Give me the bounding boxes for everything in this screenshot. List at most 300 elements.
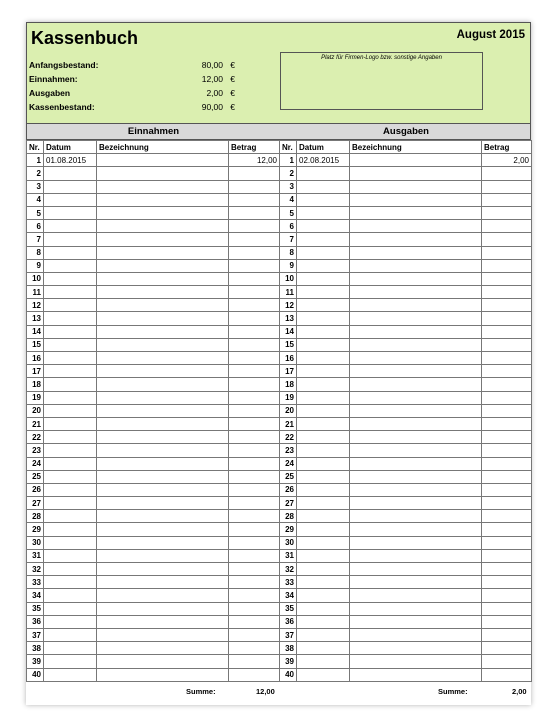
row-number-cell: 22: [280, 431, 297, 444]
summary-row-opening-balance: [29, 60, 239, 73]
date-cell[interactable]: [44, 470, 97, 483]
amount-cell[interactable]: [229, 299, 280, 312]
row-number-cell: 3: [280, 180, 297, 193]
description-cell[interactable]: [350, 549, 482, 562]
description-cell[interactable]: [350, 338, 482, 351]
description-cell[interactable]: [97, 549, 229, 562]
income-row: [27, 523, 280, 536]
date-cell[interactable]: [44, 206, 97, 219]
description-cell[interactable]: [97, 259, 229, 272]
description-cell[interactable]: [97, 576, 229, 589]
date-cell[interactable]: [297, 352, 350, 365]
date-cell[interactable]: [297, 180, 350, 193]
description-cell[interactable]: [97, 602, 229, 615]
amount-cell[interactable]: [482, 431, 532, 444]
date-cell[interactable]: [297, 510, 350, 523]
amount-cell[interactable]: [482, 404, 532, 417]
amount-cell[interactable]: [229, 417, 280, 430]
date-cell[interactable]: [44, 220, 97, 233]
row-number-cell: 12: [280, 299, 297, 312]
income-row: [27, 576, 280, 589]
description-cell[interactable]: [350, 404, 482, 417]
amount-cell[interactable]: [482, 523, 532, 536]
date-cell[interactable]: [44, 655, 97, 668]
income-row: [27, 338, 280, 351]
date-cell[interactable]: [297, 259, 350, 272]
date-cell[interactable]: [297, 206, 350, 219]
expense-row: [280, 246, 532, 259]
row-number-cell: 8: [27, 246, 44, 259]
amount-cell[interactable]: [229, 444, 280, 457]
date-cell[interactable]: [297, 628, 350, 641]
description-cell[interactable]: [350, 497, 482, 510]
amount-cell[interactable]: [229, 378, 280, 391]
amount-cell[interactable]: [482, 193, 532, 206]
amount-cell[interactable]: [229, 167, 280, 180]
row-number-cell: 2: [280, 167, 297, 180]
description-cell[interactable]: [97, 497, 229, 510]
amount-cell[interactable]: [229, 457, 280, 470]
description-cell[interactable]: [97, 325, 229, 338]
amount-cell[interactable]: [482, 668, 532, 681]
description-cell[interactable]: [350, 180, 482, 193]
date-cell[interactable]: [44, 272, 97, 285]
amount-cell[interactable]: [482, 365, 532, 378]
amount-cell[interactable]: [229, 365, 280, 378]
date-cell[interactable]: [44, 365, 97, 378]
description-cell[interactable]: [350, 523, 482, 536]
expense-row: [280, 589, 532, 602]
date-cell[interactable]: [297, 325, 350, 338]
description-cell[interactable]: [97, 154, 229, 167]
description-cell[interactable]: [97, 404, 229, 417]
date-cell[interactable]: [44, 180, 97, 193]
amount-cell[interactable]: [229, 576, 280, 589]
column-header-description: Bezeichnung: [97, 141, 229, 154]
row-number-cell: 11: [280, 286, 297, 299]
amount-cell[interactable]: [229, 589, 280, 602]
row-number-cell: 35: [27, 602, 44, 615]
description-cell[interactable]: [97, 628, 229, 641]
date-cell[interactable]: [297, 378, 350, 391]
amount-cell[interactable]: [482, 167, 532, 180]
date-cell[interactable]: [297, 193, 350, 206]
description-cell[interactable]: [350, 246, 482, 259]
date-cell[interactable]: [44, 589, 97, 602]
expense-row: [280, 642, 532, 655]
amount-cell[interactable]: [229, 668, 280, 681]
description-cell[interactable]: [97, 470, 229, 483]
row-number-cell: 39: [27, 655, 44, 668]
description-cell[interactable]: [97, 299, 229, 312]
date-cell[interactable]: [44, 602, 97, 615]
description-cell[interactable]: [350, 642, 482, 655]
income-sum-label: Summe:: [186, 687, 216, 696]
date-cell[interactable]: [297, 365, 350, 378]
description-cell[interactable]: [350, 628, 482, 641]
amount-cell[interactable]: [482, 536, 532, 549]
date-cell[interactable]: [44, 233, 97, 246]
expense-row: [280, 510, 532, 523]
amount-cell[interactable]: [482, 352, 532, 365]
description-cell[interactable]: [97, 615, 229, 628]
description-cell[interactable]: [350, 470, 482, 483]
amount-cell[interactable]: [482, 642, 532, 655]
date-cell[interactable]: [297, 536, 350, 549]
date-cell[interactable]: [44, 246, 97, 259]
row-number-cell: 29: [27, 523, 44, 536]
description-cell[interactable]: [97, 312, 229, 325]
income-row: [27, 246, 280, 259]
income-row: [27, 589, 280, 602]
description-cell[interactable]: [350, 352, 482, 365]
description-cell[interactable]: [97, 193, 229, 206]
row-number-cell: 20: [27, 404, 44, 417]
date-cell[interactable]: [44, 668, 97, 681]
amount-cell[interactable]: [229, 325, 280, 338]
amount-cell[interactable]: [482, 299, 532, 312]
date-cell[interactable]: [44, 628, 97, 641]
date-cell[interactable]: [297, 272, 350, 285]
amount-cell[interactable]: [229, 206, 280, 219]
date-cell[interactable]: [297, 431, 350, 444]
description-cell[interactable]: [97, 206, 229, 219]
description-cell[interactable]: [350, 444, 482, 457]
description-cell[interactable]: [350, 286, 482, 299]
date-cell[interactable]: [44, 457, 97, 470]
date-cell[interactable]: [297, 563, 350, 576]
income-row: [27, 615, 280, 628]
row-number-cell: 27: [27, 497, 44, 510]
description-cell[interactable]: [350, 510, 482, 523]
date-cell[interactable]: [44, 483, 97, 496]
description-cell[interactable]: [350, 457, 482, 470]
income-table: [26, 140, 280, 682]
amount-cell[interactable]: [229, 628, 280, 641]
date-cell[interactable]: [44, 431, 97, 444]
amount-cell[interactable]: [482, 206, 532, 219]
description-cell[interactable]: [97, 167, 229, 180]
amount-cell[interactable]: [482, 259, 532, 272]
income-row: [27, 312, 280, 325]
description-cell[interactable]: [350, 206, 482, 219]
date-cell[interactable]: [44, 417, 97, 430]
date-cell[interactable]: [297, 457, 350, 470]
amount-cell[interactable]: [482, 378, 532, 391]
amount-cell[interactable]: [482, 312, 532, 325]
description-cell[interactable]: [350, 431, 482, 444]
amount-cell[interactable]: [482, 470, 532, 483]
date-cell[interactable]: [297, 668, 350, 681]
description-cell[interactable]: [350, 154, 482, 167]
date-cell[interactable]: [297, 549, 350, 562]
description-cell[interactable]: [350, 272, 482, 285]
amount-cell[interactable]: [482, 220, 532, 233]
date-cell[interactable]: [44, 497, 97, 510]
row-number-cell: 14: [27, 325, 44, 338]
date-cell[interactable]: [297, 286, 350, 299]
description-cell[interactable]: [97, 536, 229, 549]
summary-value: 90,00: [201, 102, 223, 112]
amount-cell[interactable]: [229, 193, 280, 206]
income-row: [27, 167, 280, 180]
description-cell[interactable]: [97, 233, 229, 246]
description-cell[interactable]: [97, 246, 229, 259]
income-row: [27, 536, 280, 549]
income-row: [27, 497, 280, 510]
description-cell[interactable]: [97, 510, 229, 523]
amount-cell[interactable]: [229, 431, 280, 444]
amount-cell[interactable]: [229, 352, 280, 365]
date-cell[interactable]: [44, 536, 97, 549]
amount-cell[interactable]: [482, 444, 532, 457]
amount-cell[interactable]: [229, 286, 280, 299]
date-cell[interactable]: [297, 470, 350, 483]
amount-cell[interactable]: [482, 233, 532, 246]
expense-row: [280, 444, 532, 457]
date-cell[interactable]: [297, 642, 350, 655]
expense-row: [280, 497, 532, 510]
description-cell[interactable]: [97, 286, 229, 299]
income-row: [27, 655, 280, 668]
amount-cell[interactable]: [229, 510, 280, 523]
date-cell[interactable]: 01.08.2015: [44, 154, 97, 167]
amount-cell[interactable]: [229, 338, 280, 351]
row-number-cell: 17: [280, 365, 297, 378]
amount-cell[interactable]: [482, 246, 532, 259]
description-cell[interactable]: [350, 615, 482, 628]
date-cell[interactable]: [44, 391, 97, 404]
date-cell[interactable]: [44, 523, 97, 536]
amount-cell[interactable]: [482, 589, 532, 602]
description-cell[interactable]: [350, 483, 482, 496]
amount-cell[interactable]: [482, 628, 532, 641]
description-cell[interactable]: [350, 259, 482, 272]
amount-cell[interactable]: [229, 391, 280, 404]
amount-cell[interactable]: [229, 272, 280, 285]
amount-cell[interactable]: [482, 655, 532, 668]
amount-cell[interactable]: [482, 457, 532, 470]
amount-cell[interactable]: [482, 510, 532, 523]
amount-cell[interactable]: [229, 563, 280, 576]
description-cell[interactable]: [350, 576, 482, 589]
date-cell[interactable]: [44, 259, 97, 272]
date-cell[interactable]: [44, 642, 97, 655]
description-cell[interactable]: [97, 668, 229, 681]
description-cell[interactable]: [350, 220, 482, 233]
description-cell[interactable]: [350, 563, 482, 576]
amount-cell[interactable]: [482, 391, 532, 404]
description-cell[interactable]: [97, 589, 229, 602]
amount-cell[interactable]: [482, 286, 532, 299]
description-cell[interactable]: [350, 378, 482, 391]
date-cell[interactable]: [297, 444, 350, 457]
amount-cell[interactable]: [482, 549, 532, 562]
description-cell[interactable]: [350, 589, 482, 602]
description-cell[interactable]: [97, 338, 229, 351]
description-cell[interactable]: [350, 167, 482, 180]
date-cell[interactable]: [297, 246, 350, 259]
description-cell[interactable]: [350, 299, 482, 312]
date-cell[interactable]: [297, 602, 350, 615]
summary-label: Kassenbestand:: [29, 102, 95, 112]
date-cell[interactable]: [44, 286, 97, 299]
row-number-cell: 21: [27, 417, 44, 430]
description-cell[interactable]: [97, 391, 229, 404]
amount-cell[interactable]: [229, 602, 280, 615]
amount-cell[interactable]: [229, 220, 280, 233]
description-cell[interactable]: [97, 417, 229, 430]
date-cell[interactable]: [297, 233, 350, 246]
date-cell[interactable]: [297, 391, 350, 404]
amount-cell[interactable]: [229, 615, 280, 628]
date-cell[interactable]: [297, 655, 350, 668]
description-cell[interactable]: [97, 523, 229, 536]
income-section-title: Einnahmen: [127, 126, 180, 137]
description-cell[interactable]: [350, 325, 482, 338]
description-cell[interactable]: [97, 365, 229, 378]
income-row: [27, 628, 280, 641]
description-cell[interactable]: [97, 220, 229, 233]
amount-cell[interactable]: [482, 325, 532, 338]
description-cell[interactable]: [97, 642, 229, 655]
summary-row-cash-balance: [29, 102, 239, 115]
date-cell[interactable]: [297, 615, 350, 628]
row-number-cell: 34: [280, 589, 297, 602]
row-number-cell: 24: [280, 457, 297, 470]
date-cell[interactable]: [297, 220, 350, 233]
income-row: [27, 483, 280, 496]
income-row: [27, 444, 280, 457]
description-cell[interactable]: [97, 444, 229, 457]
amount-cell[interactable]: [482, 576, 532, 589]
date-cell[interactable]: [297, 338, 350, 351]
date-cell[interactable]: [44, 444, 97, 457]
date-cell[interactable]: [297, 404, 350, 417]
date-cell[interactable]: [44, 312, 97, 325]
date-cell[interactable]: 02.08.2015: [297, 154, 350, 167]
amount-cell[interactable]: [229, 642, 280, 655]
amount-cell[interactable]: [482, 338, 532, 351]
amount-cell[interactable]: [229, 497, 280, 510]
amount-cell[interactable]: [229, 259, 280, 272]
date-cell[interactable]: [297, 589, 350, 602]
date-cell[interactable]: [44, 510, 97, 523]
description-cell[interactable]: [350, 602, 482, 615]
description-cell[interactable]: [350, 233, 482, 246]
description-cell[interactable]: [350, 193, 482, 206]
date-cell[interactable]: [297, 417, 350, 430]
logo-placeholder[interactable]: [280, 52, 483, 110]
amount-cell[interactable]: [229, 655, 280, 668]
date-cell[interactable]: [44, 338, 97, 351]
amount-cell[interactable]: [482, 497, 532, 510]
row-number-cell: 13: [27, 312, 44, 325]
amount-cell[interactable]: [482, 180, 532, 193]
amount-cell[interactable]: [482, 602, 532, 615]
amount-cell[interactable]: [482, 483, 532, 496]
row-number-cell: 35: [280, 602, 297, 615]
amount-cell[interactable]: [229, 536, 280, 549]
amount-cell[interactable]: [482, 615, 532, 628]
description-cell[interactable]: [97, 483, 229, 496]
date-cell[interactable]: [297, 483, 350, 496]
date-cell[interactable]: [44, 549, 97, 562]
description-cell[interactable]: [350, 312, 482, 325]
amount-cell[interactable]: [482, 417, 532, 430]
description-cell[interactable]: [350, 391, 482, 404]
income-row: [27, 233, 280, 246]
description-cell[interactable]: [350, 417, 482, 430]
date-cell[interactable]: [44, 404, 97, 417]
amount-cell[interactable]: 2,00: [482, 154, 532, 167]
expense-row: [280, 391, 532, 404]
date-cell[interactable]: [297, 523, 350, 536]
amount-cell[interactable]: [229, 233, 280, 246]
description-cell[interactable]: [97, 378, 229, 391]
amount-cell[interactable]: [482, 272, 532, 285]
amount-cell[interactable]: [229, 470, 280, 483]
description-cell[interactable]: [350, 668, 482, 681]
amount-cell[interactable]: [229, 312, 280, 325]
date-cell[interactable]: [44, 167, 97, 180]
description-cell[interactable]: [97, 180, 229, 193]
date-cell[interactable]: [297, 576, 350, 589]
description-cell[interactable]: [350, 655, 482, 668]
description-cell[interactable]: [97, 457, 229, 470]
amount-cell[interactable]: [229, 523, 280, 536]
date-cell[interactable]: [44, 193, 97, 206]
amount-cell[interactable]: [482, 563, 532, 576]
description-cell[interactable]: [97, 272, 229, 285]
row-number-cell: 38: [27, 642, 44, 655]
expense-row: [280, 167, 532, 180]
amount-cell[interactable]: [229, 549, 280, 562]
date-cell[interactable]: [44, 299, 97, 312]
date-cell[interactable]: [44, 325, 97, 338]
amount-cell[interactable]: [229, 404, 280, 417]
amount-cell[interactable]: 12,00: [229, 154, 280, 167]
amount-cell[interactable]: [229, 180, 280, 193]
income-row: [27, 206, 280, 219]
expense-row: [280, 365, 532, 378]
description-cell[interactable]: [350, 536, 482, 549]
income-row: [27, 404, 280, 417]
date-cell[interactable]: [44, 378, 97, 391]
row-number-cell: 38: [280, 642, 297, 655]
date-cell[interactable]: [44, 615, 97, 628]
date-cell[interactable]: [297, 299, 350, 312]
description-cell[interactable]: [97, 563, 229, 576]
expense-row: [280, 668, 532, 681]
description-cell[interactable]: [97, 655, 229, 668]
expense-row: [280, 193, 532, 206]
amount-cell[interactable]: [229, 483, 280, 496]
date-cell[interactable]: [44, 576, 97, 589]
income-row: [27, 563, 280, 576]
row-number-cell: 8: [280, 246, 297, 259]
date-cell[interactable]: [44, 563, 97, 576]
date-cell[interactable]: [44, 352, 97, 365]
description-cell[interactable]: [97, 431, 229, 444]
date-cell[interactable]: [297, 312, 350, 325]
row-number-cell: 10: [27, 272, 44, 285]
date-cell[interactable]: [297, 167, 350, 180]
date-cell[interactable]: [297, 497, 350, 510]
description-cell[interactable]: [97, 352, 229, 365]
description-cell[interactable]: [350, 365, 482, 378]
amount-cell[interactable]: [229, 246, 280, 259]
